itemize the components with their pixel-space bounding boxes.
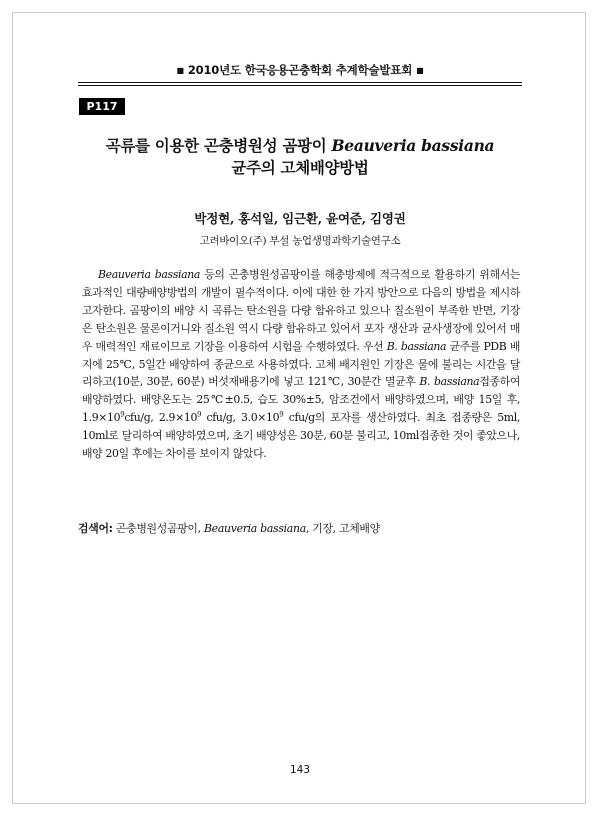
header-bullet-left: ■ bbox=[176, 66, 184, 75]
poster-id-badge: P117 bbox=[79, 98, 125, 115]
keywords bbox=[78, 520, 522, 536]
title-species: Beauveria bassiana bbox=[331, 136, 495, 155]
keywords-after: , 기장, 고체배양 bbox=[305, 522, 380, 535]
abstract-species-2: B. bassiana bbox=[386, 339, 447, 353]
abstract-text-6: cfu/g의 포자를 생산하였다. 최초 접종량은 5ml, 10ml로 달리하여 배양하였으며, 초기 배양성은 30분, 60분 불리고, 10ml접종한 것이 좋았으나, 배양 20일 후에는 차이를 보이지 않았다. bbox=[82, 411, 520, 461]
keywords-species: Beauveria bassiana bbox=[203, 522, 306, 535]
header-rule bbox=[78, 82, 522, 83]
paper-title bbox=[40, 135, 560, 179]
header-bullet-right: ■ bbox=[416, 66, 424, 75]
abstract-text-5: cfu/g, 3.0×10 bbox=[201, 411, 280, 425]
header-rule-thin bbox=[78, 85, 522, 86]
abstract-species-3: B. bassiana bbox=[419, 375, 480, 389]
abstract-species-1: Beauveria bassiana bbox=[98, 268, 201, 281]
page-number: 143 bbox=[289, 764, 311, 776]
keywords-label: 검색어: bbox=[78, 522, 113, 535]
keywords-before: 곤충병원성곰팡이, bbox=[112, 522, 204, 535]
title-line2: 균주의 고체배양방법 bbox=[231, 158, 369, 177]
exponent-2: 9 bbox=[197, 410, 202, 419]
abstract-text-2: 균주를 PDB 배지에 25℃, 5일간 배양하여 종균으로 사용하였다. 고체 배지원인 기장은 물에 불리는 시간을 달리하고(10분, 30분, 60분) 버섯재배용기에 넣고 121℃, 30분간 멸균후 bbox=[82, 339, 521, 389]
affiliation: 고려바이오(주) 부설 농업생명과학기술연구소 bbox=[199, 235, 401, 247]
title-line1-text: 곡류를 이용한 곤충병원성 곰팡이 bbox=[105, 136, 332, 155]
conference-title: 2010년도 한국응용곤충학회 추계학술발표회 bbox=[187, 63, 413, 77]
conference-header bbox=[0, 62, 600, 78]
authors: 박정현, 홍석일, 임근환, 윤여준, 김영권 bbox=[194, 211, 406, 226]
abstract-text-4: cfu/g, 2.9×10 bbox=[124, 411, 198, 425]
exponent-3: 9 bbox=[279, 410, 284, 419]
abstract-body bbox=[82, 266, 520, 463]
abstract-text-1: 등의 곤충병원성곰팡이를 해충방제에 적극적으로 활용하기 위해서는 효과적인 대량배양방법의 개발이 필수적이다. 이에 대한 한 가지 방안으로 다음의 방법을 제시하고자한다. 곰팡이의 배양 시 곡류는 탄소원을 다량 함유하고 있으나 질소원이 부족한 반면, 기장은 탄소원은 물론이거니와 질소원 역시 다량 함유하고 있어서 포자 생산과 균사생장에 있어서 매우 매력적인 재료이므로 기장을 이용하여 시험을 수행하였다. 우선 bbox=[82, 268, 520, 353]
exponent-1: 9 bbox=[120, 410, 125, 419]
abstract-text-3: 접종하여 배양하였다. 배양온도는 25℃±0.5, 습도 30%±5, 암조건에서 배양하였으며, 배양 15일 후, 1.9×10 bbox=[82, 375, 521, 425]
